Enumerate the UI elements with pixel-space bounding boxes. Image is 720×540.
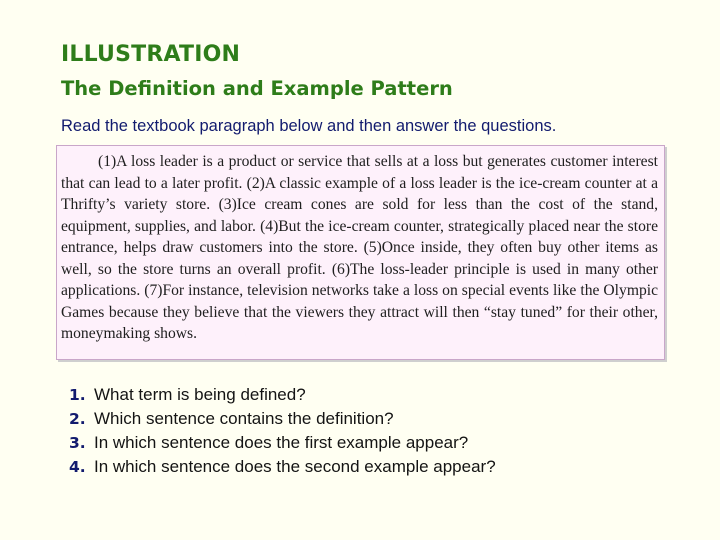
question-number: 3. bbox=[69, 434, 86, 452]
question-text: In which sentence does the second example appear? bbox=[94, 457, 496, 476]
question-text: What term is being defined? bbox=[94, 385, 306, 404]
question-number: 1. bbox=[69, 386, 86, 404]
instruction-text: Read the textbook paragraph below and then answer the questions. bbox=[61, 117, 557, 135]
question-number: 2. bbox=[69, 410, 86, 428]
passage-box bbox=[56, 145, 665, 360]
question-item bbox=[69, 431, 496, 455]
slide-title: ILLUSTRATION bbox=[61, 42, 241, 67]
question-item bbox=[69, 455, 496, 479]
slide-subtitle: The Definition and Example Pattern bbox=[61, 77, 453, 100]
question-text: In which sentence does the first example appear? bbox=[94, 433, 469, 452]
question-list bbox=[69, 383, 496, 479]
question-text: Which sentence contains the definition? bbox=[94, 409, 394, 428]
passage-paragraph: (1)A loss leader is a product or service that sells at a loss but generates customer interest that can lead to a later profit. (2)A classic example of a loss leader is the ice-cream counter at a Thrifty’s variety store. (3)Ice cream cones are sold for less than the cost of the stand, equipment, supplies, and labor. (4)But the ice-cream counter, strategically placed near the store entrance, helps draw customers into the store. (5)Once inside, they often buy other items as well, so the store turns an overall profit. (6)The loss-leader principle is used in many other applications. (7)For instance, television networks take a loss on special events like the Olympic Games because they believe that the viewers they attract will then “stay tuned” for their other, moneymaking shows. bbox=[61, 153, 658, 342]
question-number: 4. bbox=[69, 458, 86, 476]
question-item bbox=[69, 407, 496, 431]
question-item bbox=[69, 383, 496, 407]
